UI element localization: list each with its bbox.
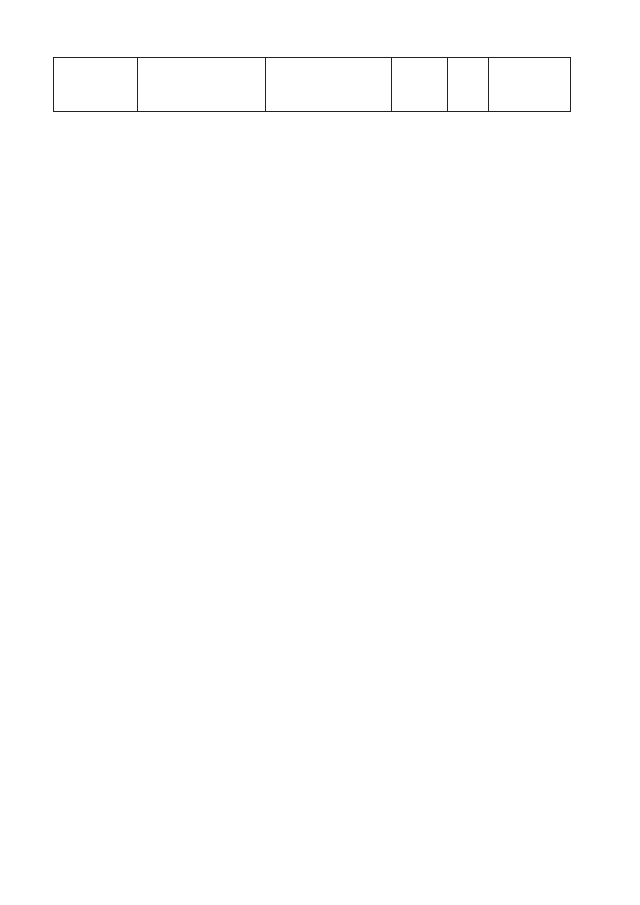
header-profession [54,58,138,112]
header-need [489,58,571,112]
document-page [53,57,571,112]
materials-table [53,57,571,112]
header-materials [266,58,392,112]
header-works [138,58,266,112]
header-unit [392,58,448,112]
table-header [54,58,571,112]
header-term [448,58,489,112]
